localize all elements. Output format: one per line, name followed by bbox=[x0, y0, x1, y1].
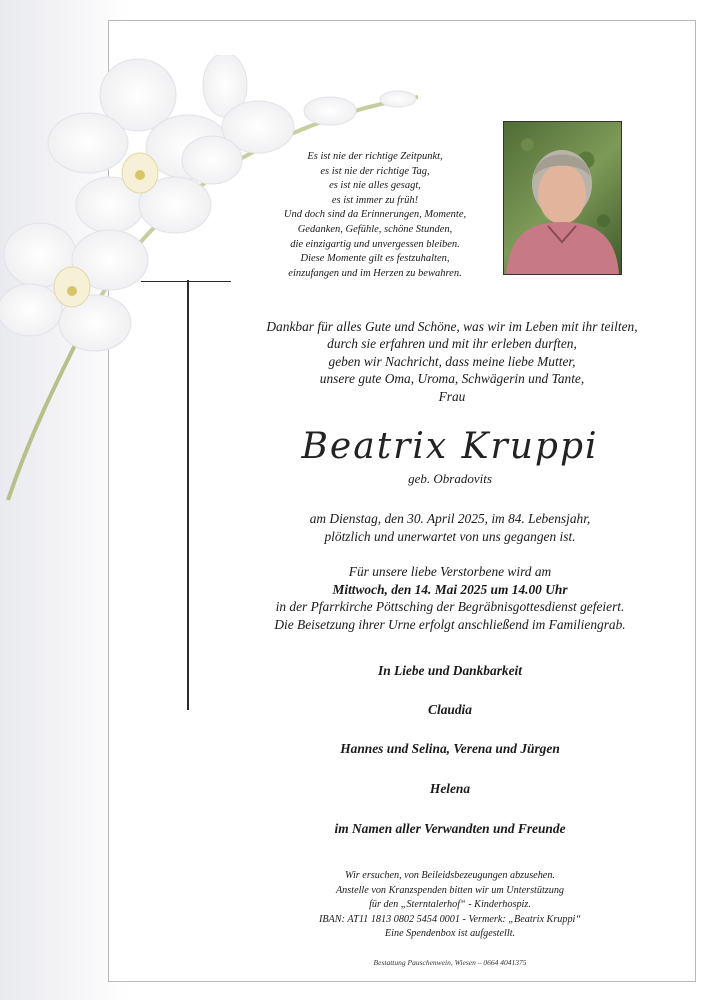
service-info bbox=[200, 563, 700, 633]
notice-line: Eine Spendenbox ist aufgestellt. bbox=[384, 928, 516, 940]
mourner-name: Hannes und Selina, Verena und Jürgen bbox=[340, 741, 560, 756]
service-line: in der Pfarrkirche Pöttsching der Begräbnisgottesdienst gefeiert. bbox=[275, 599, 625, 614]
poem-line: Und doch sind da Erinnerungen, Momente, bbox=[283, 209, 467, 221]
cross-beam bbox=[141, 281, 231, 282]
notice-line: Anstelle von Kranzspenden bitten wir um Unterstützung bbox=[335, 884, 565, 896]
mourners-heading: In Liebe und Dankbarkeit bbox=[378, 663, 522, 678]
notice-line: für den „Sterntalerhof“ - Kinderhospiz. bbox=[369, 899, 531, 911]
portrait-figure bbox=[504, 122, 621, 274]
death-notice bbox=[200, 510, 700, 546]
portrait-photo bbox=[503, 121, 622, 275]
mourners-closing: im Namen aller Verwandten und Freunde bbox=[334, 821, 566, 836]
service-date: Mittwoch, den 14. Mai 2025 um 14.00 Uhr bbox=[332, 581, 568, 597]
mourner-name: Claudia bbox=[428, 702, 472, 717]
intro-text bbox=[210, 318, 694, 405]
poem-line: die einzigartig und unvergessen bleiben. bbox=[290, 238, 460, 250]
cross-post bbox=[187, 280, 189, 710]
poem bbox=[250, 150, 500, 281]
intro-line: durch sie erfahren und mit ihr erleben durften, bbox=[327, 336, 577, 352]
deceased-name: Beatrix Kruppi bbox=[301, 426, 599, 467]
poem-line: einzufangen und im Herzen zu bewahren. bbox=[288, 267, 462, 279]
donation-notice bbox=[210, 869, 690, 942]
undertaker-footer: Bestattung Pauschenwein, Wiesen – 0664 4041375 bbox=[373, 958, 527, 967]
death-line: am Dienstag, den 30. April 2025, im 84. Lebensjahr, bbox=[309, 511, 591, 526]
birth-name: geb. Obradovits bbox=[408, 471, 492, 486]
intro-line: geben wir Nachricht, dass meine liebe Mutter, bbox=[328, 353, 576, 369]
service-line: Die Beisetzung ihrer Urne erfolgt anschließend im Familiengrab. bbox=[274, 616, 626, 632]
notice-line: IBAN: AT11 1813 0802 5454 0001 - Vermerk: „Beatrix Kruppi“ bbox=[318, 913, 582, 925]
mourner-name: Helena bbox=[429, 781, 471, 796]
poem-line: es ist nie der richtige Tag, bbox=[320, 165, 430, 177]
intro-line: unsere gute Oma, Uroma, Schwägerin und Tante, bbox=[319, 371, 585, 387]
poem-line: Es ist nie der richtige Zeitpunkt, bbox=[307, 151, 443, 162]
intro-line: Dankbar für alles Gute und Schöne, was wir im Leben mit ihr teilten, bbox=[266, 319, 638, 334]
death-line: plötzlich und unerwartet von uns gegangen ist. bbox=[324, 529, 576, 544]
poem-line: Gedanken, Gefühle, schöne Stunden, bbox=[297, 223, 453, 235]
poem-line: Diese Momente gilt es festzuhalten, bbox=[300, 253, 450, 265]
intro-line: Frau bbox=[438, 388, 466, 404]
service-line: Für unsere liebe Verstorbene wird am bbox=[348, 564, 552, 579]
poem-line: es ist immer zu früh! bbox=[331, 194, 419, 206]
notice-line: Wir ersuchen, von Beileidsbezeugungen abzusehen. bbox=[345, 870, 555, 881]
poem-line: es ist nie alles gesagt, bbox=[329, 180, 421, 192]
